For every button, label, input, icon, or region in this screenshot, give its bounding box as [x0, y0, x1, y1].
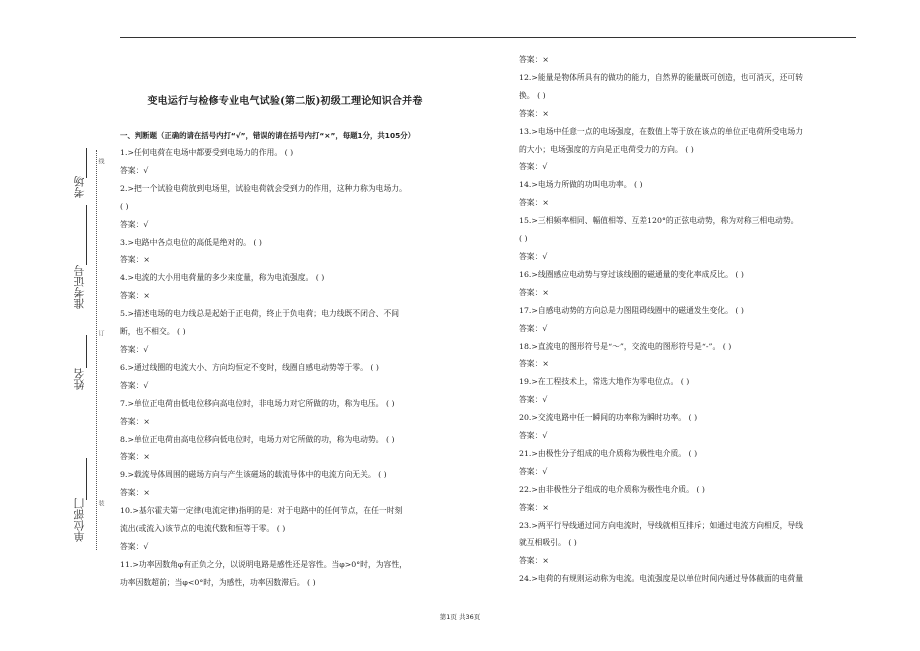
right-column-line: 23.>两平行导线通过同方向电流时，导线就相互排斥；如通过电流方向相反，导线: [519, 520, 804, 530]
bind-mark-ding: 订: [97, 330, 104, 336]
right-column-line: 22.>由非极性分子组成的电介质称为极性电介质。 ( ): [519, 484, 705, 494]
left-column-line: 3.>电路中各点电位的高低是绝对的。 ( ): [120, 237, 262, 247]
left-column-line: 10.>基尔霍夫第一定律(电流定律)指明的是：对于电路中的任何节点，在任一时刻: [120, 506, 403, 516]
exam-site-label: 考场: [73, 176, 86, 198]
ticket-no-label: 准考证号: [73, 265, 86, 309]
right-column-line: 24.>电荷的有规则运动称为电流。电流强度是以单位时间内通过导体截面的电荷量: [519, 574, 804, 584]
left-column-line: 答案：×: [120, 452, 150, 462]
left-column-line: 1.>任何电荷在电场中都要受到电场力的作用。 ( ): [120, 148, 294, 157]
right-column-line: 答案：×: [519, 198, 549, 208]
bind-mark-zhuang: 装: [97, 500, 104, 506]
right-column-line: ( ): [519, 234, 528, 244]
left-column-line: 答案：×: [120, 488, 150, 498]
right-column-line: 16.>线圈感应电动势与穿过该线圈的磁通量的变化率成反比。 ( ): [519, 269, 744, 279]
left-column-line: 流出(或流入)该节点的电流代数和恒等于零。 ( ): [120, 524, 286, 534]
right-column-line: 19.>在工程技术上，常选大地作为零电位点。 ( ): [519, 377, 690, 387]
page-footer: 第1页 共36页: [439, 613, 481, 621]
name-label: 姓名: [73, 368, 86, 390]
right-column-line: 就互相吸引。 ( ): [519, 538, 577, 548]
right-column-line: 换。 ( ): [519, 90, 546, 100]
left-column-line: 答案：×: [120, 291, 150, 301]
right-column-line: 答案：×: [519, 108, 549, 118]
right-column-line: 答案：√: [519, 251, 548, 261]
right-column-line: 的大小；电场强度的方向是正电荷受力的方向。 ( ): [519, 144, 694, 154]
right-column-line: 12.>能量是物体所具有的做功的能力，自然界的能量既可创造，也可消灭，还可转: [519, 72, 804, 82]
right-column-line: 答案：×: [519, 502, 549, 512]
left-column-line: 答案：×: [120, 416, 150, 426]
right-column-line: 答案：×: [519, 55, 549, 64]
right-column-line: 答案：×: [519, 359, 549, 369]
left-column-line: 答案：√: [120, 541, 149, 551]
right-column-line: 答案：√: [519, 323, 548, 333]
bind-mark-line: 线: [97, 158, 104, 164]
right-column-line: 答案：√: [519, 395, 548, 405]
left-column-line: 功率因数超前；当φ<0°时，为感性，功率因数滞后。 ( ): [120, 577, 316, 587]
exam-site-line: [86, 148, 87, 178]
unit-label: 单位部门: [73, 498, 86, 542]
left-column: [120, 144, 465, 592]
left-column-line: 7.>单位正电荷由低电位移向高电位时，非电场力对它所做的功，称为电压。 ( ): [120, 398, 395, 408]
right-column-line: 答案：√: [519, 162, 548, 172]
right-column-line: 答案：×: [519, 556, 549, 566]
left-column-line: 5.>描述电场的电力线总是起始于正电荷，终止于负电荷；电力线既不闭合、不间: [120, 309, 400, 319]
right-column-line: 21.>由极性分子组成的电介质称为极性电介质。 ( ): [519, 448, 698, 458]
left-column-line: 断，也不相交。 ( ): [120, 327, 186, 337]
left-column-line: 答案：×: [120, 255, 150, 265]
section-heading: 一、判断题（正确的请在括号内打“√”，错误的请在括号内打“×”，每题1分，共105分）: [120, 131, 416, 140]
unit-line: [86, 458, 87, 500]
right-column-line: 13.>电场中任意一点的电场强度，在数值上等于放在该点的单位正电荷所受电场力: [519, 126, 804, 136]
left-column-line: 11.>功率因数角φ有正负之分，以说明电路是感性还是容性。当φ>0°时，为容性，: [120, 559, 407, 569]
right-column-line: 答案：√: [519, 466, 548, 476]
right-column-line: 14.>电场力所做的功叫电功率。 ( ): [519, 180, 643, 190]
left-column-line: 答案：√: [120, 344, 149, 354]
binding-line: [96, 150, 97, 550]
left-column-line: 6.>通过线圈的电流大小、方向均恒定不变时，线圈自感电动势等于零。 ( ): [120, 362, 379, 372]
right-column: [519, 51, 859, 588]
page-title: 变电运行与检修专业电气试验(第二版)初级工理论知识合并卷: [147, 96, 423, 107]
ticket-no-line: [86, 205, 87, 265]
left-column-line: 9.>载流导体周围的磁场方向与产生该磁场的载流导体中的电流方向无关。 ( ): [120, 470, 387, 480]
left-column-line: 4.>电流的大小用电荷量的多少来度量，称为电流强度。 ( ): [120, 273, 325, 283]
name-line: [86, 335, 87, 368]
left-column-line: 答案：√: [120, 219, 149, 229]
left-column-line: ( ): [120, 201, 129, 211]
right-column-line: 20.>交流电路中任一瞬间的功率称为瞬时功率。 ( ): [519, 413, 698, 423]
right-column-line: 15.>三相频率相同、幅值相等、互差120°的正弦电动势，称为对称三相电动势。: [519, 216, 799, 226]
right-column-line: 答案：√: [519, 431, 548, 441]
right-column-line: 17.>自感电动势的方向总是力图阻碍线圈中的磁通发生变化。 ( ): [519, 305, 744, 315]
right-column-line: 答案：×: [519, 287, 549, 297]
left-column-line: 8.>单位正电荷由高电位移向低电位时，电场力对它所做的功，称为电动势。 ( ): [120, 434, 395, 444]
top-rule: [120, 37, 856, 38]
left-column-line: 2.>把一个试验电荷放到电场里，试验电荷就会受到力的作用，这种力称为电场力。: [120, 183, 407, 193]
left-column-line: 答案：√: [120, 165, 149, 175]
left-column-line: 答案：√: [120, 380, 149, 390]
right-column-line: 18.>直流电的图形符号是“～”，交流电的图形符号是“-”。 ( ): [519, 341, 732, 351]
